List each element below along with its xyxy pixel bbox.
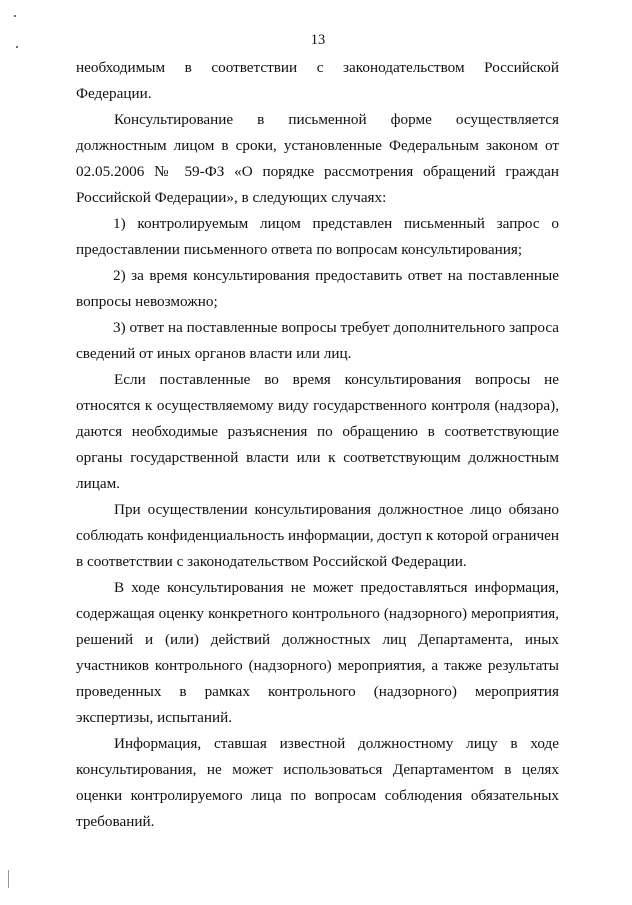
document-body	[76, 55, 559, 835]
scan-speck	[8, 870, 9, 888]
paragraph-confidentiality: При осуществлении консультирования должностное лицо обязано соблюдать конфиденциальность информации, доступ к которой ограничен в соответствии с законодательством Российской Федерации.	[76, 501, 559, 570]
paragraph-out-of-scope-questions: Если поставленные во время консультирования вопросы не относятся к осуществляемому виду государственного контроля (надзора), даются необходимые разъяснения по обращению в соответствующие органы государственной власти или к соответствующим должностным лицам.	[76, 371, 559, 492]
paragraph-restricted-information: В ходе консультирования не может предоставляться информация, содержащая оценку конкретного контрольного (надзорного) мероприятия, решений и (или) действий должностных лиц Департамента, иных участников контрольного (надзорного) мероприятия, а также результаты проведенных в рамках контрольного (надзорного) мероприятия экспертизы, испытаний.	[76, 579, 559, 726]
paragraph-continuation: необходимым в соответствии с законодательством Российской Федерации.	[76, 59, 559, 102]
paragraph-written-consultation: Консультирование в письменной форме осуществляется должностным лицом в сроки, установленные Федеральным законом от 02.05.2006 № 59-ФЗ «О порядке рассмотрения обращений граждан Российской Федерации», в следующих случаях:	[76, 111, 559, 206]
page-number: 13	[310, 32, 326, 48]
scan-speck	[14, 15, 16, 17]
list-item-2: 2) за время консультирования предоставить ответ на поставленные вопросы невозможно;	[76, 267, 559, 310]
paragraph-information-use: Информация, ставшая известной должностному лицу в ходе консультирования, не может использоваться Департаментом в целях оценки контролируемого лица по вопросам соблюдения обязательных требований.	[76, 735, 559, 830]
list-item-1: 1) контролируемым лицом представлен письменный запрос о предоставлении письменного ответа по вопросам консультирования;	[76, 215, 559, 258]
list-item-3: 3) ответ на поставленные вопросы требует дополнительного запроса сведений от иных органов власти или лиц.	[76, 319, 559, 362]
